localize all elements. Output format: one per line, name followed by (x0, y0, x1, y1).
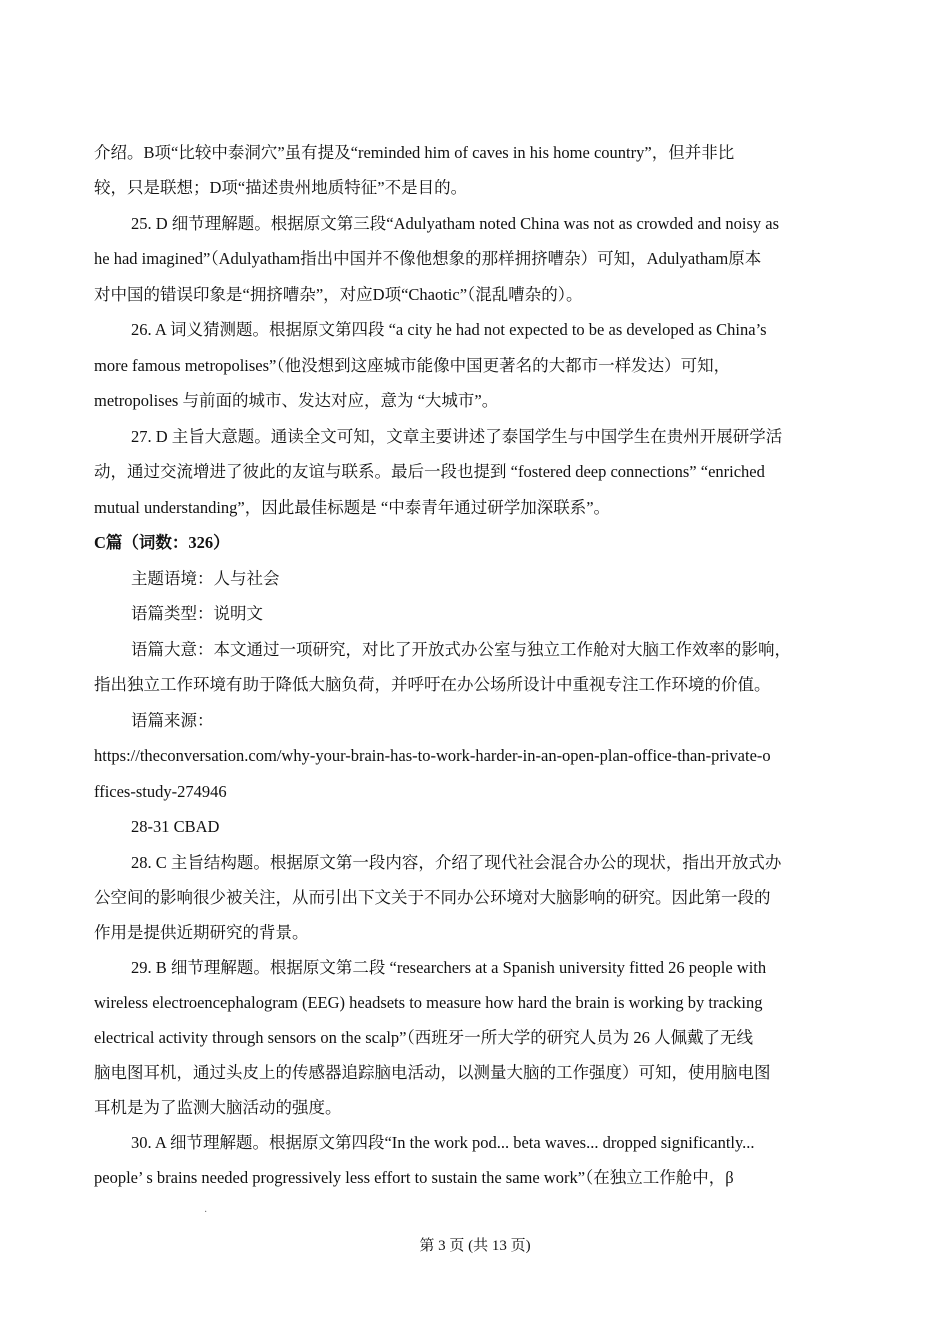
text-line: 主题语境：人与社会 (131, 569, 280, 588)
page-number-footer: 第 3 页 (共 13 页) (419, 1238, 531, 1254)
text-line: 介绍。B项“比较中泰洞穴”虽有提及“reminded him of caves in his home country”，但并非比 (94, 143, 735, 162)
text-line: metropolises 与前面的城市、发达对应，意为 “大城市”。 (94, 391, 499, 410)
text-line: wireless electroencephalogram (EEG) headsets to measure how hard the brain is working by tracking (94, 993, 763, 1012)
text-line: 耳机是为了监测大脑活动的强度。 (94, 1098, 342, 1117)
text-line: 27. D 主旨大意题。通读全文可知，文章主要讲述了泰国学生与中国学生在贵州开展研学活 (131, 427, 783, 446)
text-line: 公空间的影响很少被关注，从而引出下文关于不同办公环境对大脑影响的研究。因此第一段的 (94, 888, 771, 907)
text-line: 28. C 主旨结构题。根据原文第一段内容，介绍了现代社会混合办公的现状，指出开放式办 (131, 853, 782, 872)
text-line: he had imagined”（Adulyatham指出中国并不像他想象的那样拥挤嘈杂）可知，Adulyatham原本 (94, 249, 762, 268)
text-line: 较，只是联想；D项“描述贵州地质特征”不是目的。 (94, 178, 468, 197)
source-url-line: https://theconversation.com/why-your-brain-has-to-work-harder-in-an-open-plan-office-than-private-o (94, 746, 771, 765)
text-line: 脑电图耳机，通过头皮上的传感器追踪脑电活动，以测量大脑的工作强度）可知，使用脑电图 (94, 1063, 771, 1082)
text-line: 29. B 细节理解题。根据原文第二段 “researchers at a Spanish university fitted 26 people with (131, 958, 767, 977)
text-line: 动，通过交流增进了彼此的友谊与联系。最后一段也提到 “fostered deep connections” “enriched (94, 462, 765, 481)
text-line: 指出独立工作环境有助于降低大脑负荷，并呼吁在办公场所设计中重视专注工作环境的价值。 (94, 675, 771, 694)
text-line: 语篇来源： (131, 711, 214, 730)
text-line: 30. A 细节理解题。根据原文第四段“In the work pod... beta waves... dropped significantly... (131, 1133, 755, 1152)
text-line: 语篇类型：说明文 (131, 604, 263, 623)
text-line: more famous metropolises”（他没想到这座城市能像中国更著名的大都市一样发达）可知， (94, 356, 731, 375)
text-line: 28-31 CBAD (131, 817, 220, 836)
text-line: 25. D 细节理解题。根据原文第三段“Adulyatham noted China was not as crowded and noisy as (131, 214, 779, 233)
text-line: 语篇大意：本文通过一项研究，对比了开放式办公室与独立工作舱对大脑工作效率的影响， (131, 640, 791, 659)
text-line: 作用是提供近期研究的背景。 (94, 923, 309, 942)
stray-dot: · (204, 1207, 208, 1218)
source-url-line: ffices-study-274946 (94, 782, 227, 801)
text-line: 对中国的错误印象是“拥挤嘈杂”，对应D项“Chaotic”（混乱嘈杂的）。 (94, 285, 583, 304)
section-heading: C篇（词数：326） (94, 533, 230, 552)
text-line: mutual understanding”，因此最佳标题是 “中泰青年通过研学加深联系”。 (94, 498, 611, 517)
text-line: electrical activity through sensors on the scalp”（西班牙一所大学的研究人员为 26 人佩戴了无线 (94, 1028, 753, 1047)
text-line: 26. A 词义猜测题。根据原文第四段 “a city he had not expected to be as developed as China’s (131, 320, 767, 339)
text-line: people’ s brains needed progressively less effort to sustain the same work”（在独立工作舱中，β (94, 1168, 734, 1187)
